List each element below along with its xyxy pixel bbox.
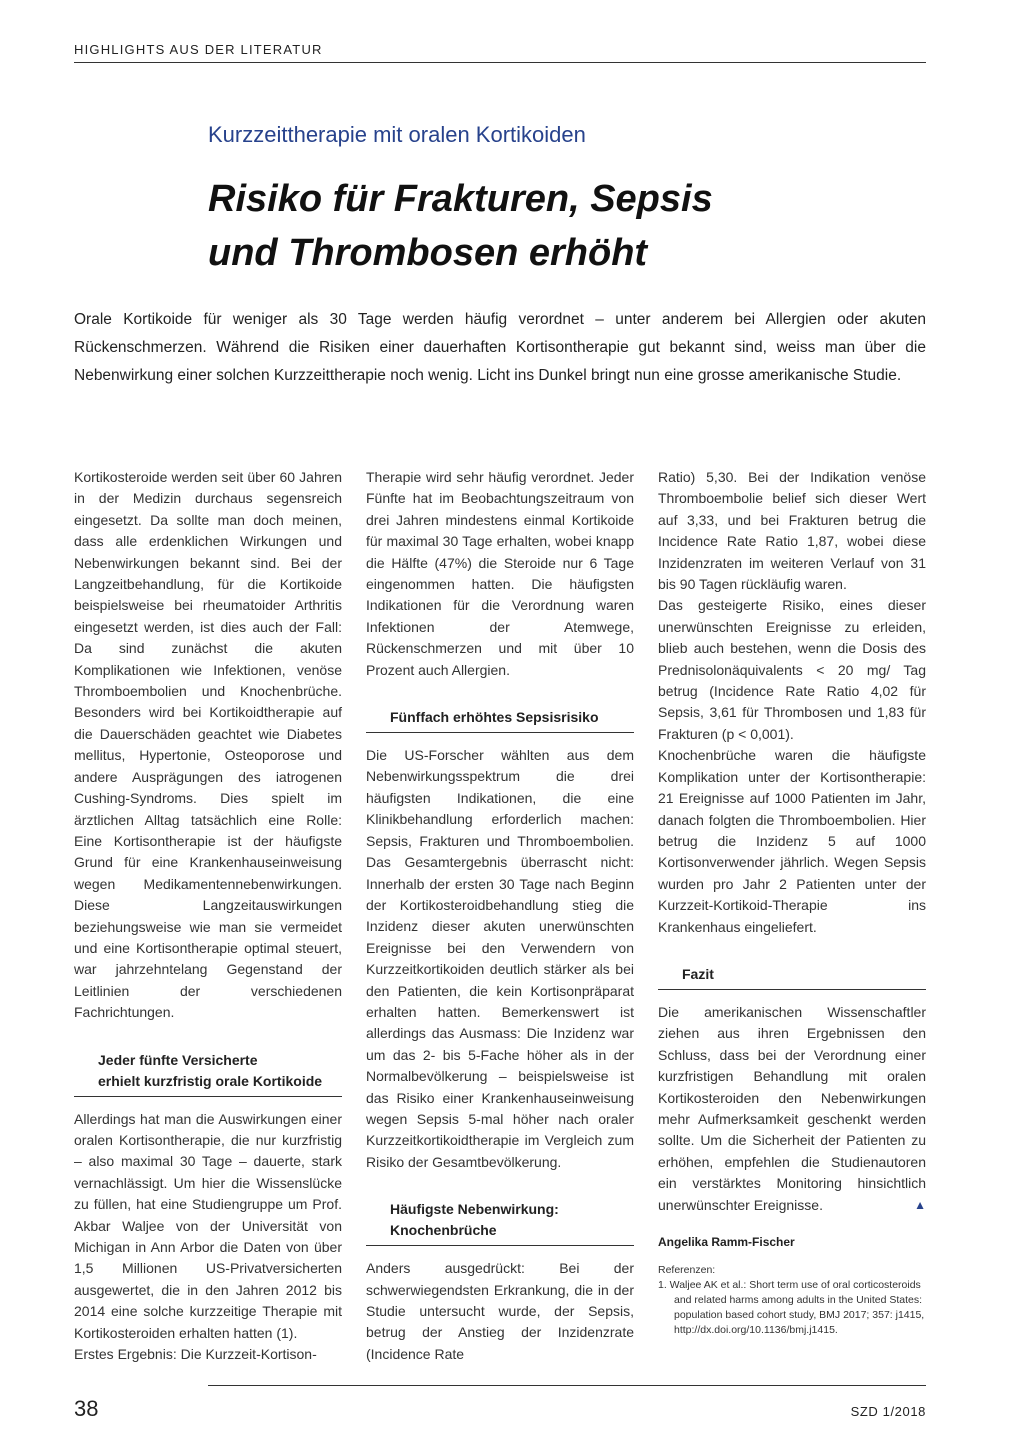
article-kicker: Kurzzeittherapie mit oralen Kortikoiden [208,122,586,147]
body-paragraph: Kortikosteroide werden seit über 60 Jahren in der Medizin durchaus segensreich eingesetzt. Da sollte man doch meinen, dass alle erdenklichen Wirkungen und Nebenwirkungen bekannt sind. Bei der Langzeitbehandlung, für die Kortikoide beispielsweise bei rheumatoider Arthritis eingesetzt werden, ist dies auch der Fall: Da sind zunächst die akuten Komplikationen wie Infektionen, venöse Thromboembolien und Knochenbrüche. Besonders wird bei Kortikoidtherapie auf die Dauerschäden geachtet wie Diabetes mellitus, Hypertonie, Osteoporose und andere Ausprägungen des iatrogenen Cushing-Syndroms. Dies spielt im ärztlichen Alltag tatsächlich eine Rolle: Eine Kortisontherapie ist der häufigste Grund für eine Krankenhauseinweisung wegen Medikamentennebenwirkungen. Diese Langzeitauswirkungen beziehungsweise wie man sie vermeidet und eine Kortisontherapie optimal steuert, war jahrzehntelang Gegenstand der Leitlinien der verschiedenen Fachrichtungen. [74,469,342,1021]
text-column-2 [366,467,634,1365]
body-paragraph: Erstes Ergebnis: Die Kurzzeit-Kortison- [74,1346,317,1363]
section-heading-sepsisrisiko: Fünffach erhöhtes Sepsisrisiko [366,707,634,733]
article-lead: Orale Kortikoide für weniger als 30 Tage werden häufig verordnet – unter anderem bei Allergien oder akuten Rückenschmerzen. Während die Risiken einer dauerhaften Kortisontherapie gut bekannt sind, weiss man über die Nebenwirkung einer solchen Kurzzeittherapie noch wenig. Licht ins Dunkel bringt nun eine grosse amerikanische Studie. [74,311,926,384]
body-paragraph: Anders ausgedrückt: Bei der schwerwiegendsten Erkrankung, die in der Studie untersucht wurde, der Sepsis, betrug der Anstieg der Inzidenzrate (Incidence Rate [366,1260,634,1362]
page-number: 38 [74,1396,99,1421]
running-head: HIGHLIGHTS AUS DER LITERATUR [74,42,323,57]
section-heading-line: Knochenbrüche [390,1222,497,1239]
fazit-text: Die amerikanischen Wissenschaftler ziehen aus ihren Ergebnissen den Schluss, dass bei der Verordnung einer kurzfristigen Behandlung mit oralen Kortikosteroiden den Nebenwirkungen mehr Aufmerksamkeit geschenkt werden sollte. Um die Sicherheit der Patienten zu erhöhen, empfehlen die Studienautoren ein verstärktes Monitoring hinsichtlich unerwünschter Ereignisse. [658,1003,926,1213]
section-heading-versicherte [74,1050,342,1097]
article-title-line-1: Risiko für Frakturen, Sepsis [208,178,713,220]
body-paragraph [658,1002,926,1216]
section-heading-nebenwirkung [366,1199,634,1246]
bottom-divider [208,1385,926,1386]
body-paragraph: Ratio) 5,30. Bei der Indikation venöse Thromboembolie belief sich dieser Wert auf 3,33, und bei Frakturen betrug die Incidence Rate Ratio 1,87, wobei diese Inzidenzraten im weiteren Verlauf von 31 bis 90 Tagen rückläufig waren. [658,469,926,593]
section-heading-fazit: Fazit [658,964,926,990]
text-column-3 [658,467,926,1338]
references-title: Referenzen: [658,1264,716,1277]
references-list [658,1278,926,1338]
reference-item: 1. Waljee AK et al.: Short term use of oral corticosteroids and related harms among adults in the United States: population based cohort study, BMJ 2017; 357: j1415, http://dx.doi.org/10.1136/bmj.j1415. [658,1279,925,1337]
section-heading-line: erhielt kurzfristig orale Kortikoide [98,1072,323,1089]
body-paragraph: Therapie wird sehr häufig verordnet. Jeder Fünfte hat im Beobachtungszeitraum von drei Jahren mindestens einmal Kortikoide für maximal 30 Tage erhalten, wobei knapp die Hälfte (47%) die Steroide nur 6 Tage eingenommen hatten. Die häufigsten Indikationen für die Verordnung waren Infektionen der Atemwege, Rückenschmerzen und mit über 10 Prozent auch Allergien. [366,469,634,678]
top-divider [74,62,926,63]
issue-label: SZD 1/2018 [850,1404,926,1419]
section-heading-line: Häufigste Nebenwirkung: [390,1201,559,1218]
body-paragraph: Knochenbrüche waren die häufigste Komplikation unter der Kortisontherapie: 21 Ereignisse auf 1000 Patienten im Jahr, danach folgten die Thromboembolien. Hier betrug die Inzidenz 5 auf 1000 Kortisonverwender jährlich. Wegen Sepsis wurden pro Jahr 2 Patienten unter der Kurzzeit-Kortikoid-Therapie ins Krankenhaus eingeliefert. [658,747,926,935]
section-heading-line: Jeder fünfte Versicherte [98,1051,258,1068]
body-paragraph: Allerdings hat man die Auswirkungen einer oralen Kortisontherapie, die nur kurzfristig – also maximal 30 Tage – dauerte, stark vernachlässigt. Um hier die Wissenslücke zu füllen, hat eine Studiengruppe um Prof. Akbar Waljee von der Universität von Michigan in Ann Arbor die Daten von über 1,5 Millionen US-Privatversicherten ausgewertet, die in den Jahren 2012 bis 2014 eine solche kurzzeitige Therapie mit Kortikosteroiden erhalten hatten (1). [74,1110,342,1341]
end-of-article-triangle-icon: ▲ [914,1197,926,1212]
article-title-line-2: und Thrombosen erhöht [208,232,648,274]
body-paragraph: Die US-Forscher wählten aus dem Nebenwirkungsspektrum die drei häufigsten Indikationen, die eine Klinikbehandlung erforderlich machen: Sepsis, Frakturen und Thromboembolien. Das Gesamtergebnis überrascht nicht: Innerhalb der ersten 30 Tage nach Beginn der Kortikosteroidbehandlung stieg die Inzidenz dieser akuten unerwünschten Ereignisse bei den Verwendern von Kurzzeitkortikoiden deutlich stärker als bei den Patienten, die kein Kortisonpräparat erhalten hatten. Bemerkenswert ist allerdings das Ausmass: Die Inzidenz war um das 2- bis 5-Fache höher als in der Normalbevölkerung – beispielsweise ist das Risiko einer Krankenhauseinweisung wegen Sepsis 5-mal höher nach oraler Kurzzeitkortikoidtherapie im Vergleich zum Risiko der Gesamtbevölkerung. [366,747,634,1170]
body-paragraph: Das gesteigerte Risiko, eines dieser unerwünschten Ereignisse zu erleiden, blieb auch bestehen, wenn die Dosis des Prednisolonäquivalents < 20 mg/ Tag betrug (Incidence Rate Ratio 4,02 für Sepsis, 3,61 für Thrombosen und 1,83 für Frakturen (p < 0,001). [658,597,926,742]
author-name: Angelika Ramm-Fischer [658,1235,795,1249]
text-column-1 [74,467,342,1365]
article-title [208,172,713,280]
